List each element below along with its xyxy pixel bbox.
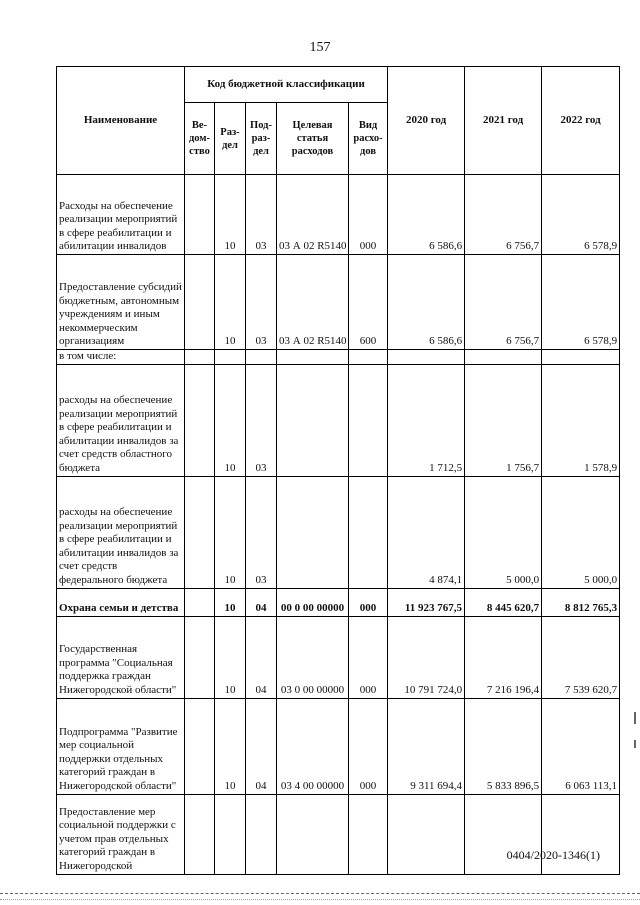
- row-value-2022: 1 578,9: [542, 364, 620, 476]
- table-row: [57, 175, 620, 255]
- row-value-2020: [388, 794, 465, 874]
- row-expense-type: 600: [349, 255, 388, 350]
- row-value-2022: 7 539 620,7: [542, 616, 620, 698]
- row-value-2021: 5 833 896,5: [465, 698, 542, 794]
- row-vedomstvo: [185, 255, 215, 350]
- row-value-2020: 10 791 724,0: [388, 616, 465, 698]
- row-value-2020: 4 874,1: [388, 476, 465, 588]
- row-value-2022: 6 578,9: [542, 175, 620, 255]
- row-expense-type: [349, 794, 388, 874]
- row-vedomstvo: [185, 698, 215, 794]
- row-name: Предоставление мер социальной поддержки с учетом прав отдельных категорий граждан в Нижегородской: [57, 794, 185, 874]
- row-value-2022: 6 578,9: [542, 255, 620, 350]
- row-value-2020: 6 586,6: [388, 255, 465, 350]
- row-razdel: 10: [215, 255, 246, 350]
- row-vedomstvo: [185, 350, 215, 365]
- header-vedomstvo: Ве-дом-ство: [185, 103, 215, 175]
- row-razdel: [215, 794, 246, 874]
- row-target-article: [277, 364, 349, 476]
- row-name: Подпрограмма "Развитие мер социальной поддержки отдельных категорий граждан в Нижегородской области": [57, 698, 185, 794]
- row-value-2021: 1 756,7: [465, 364, 542, 476]
- header-podrazdel: Под-раз-дел: [246, 103, 277, 175]
- page-number: 157: [309, 40, 331, 55]
- header-year-2020: 2020 год: [388, 67, 465, 175]
- row-podrazdel: [246, 350, 277, 365]
- row-target-article: 03 0 00 00000: [277, 616, 349, 698]
- margin-mark: [634, 740, 636, 748]
- row-vedomstvo: [185, 175, 215, 255]
- header-name: Наименование: [57, 67, 185, 175]
- row-target-article: [277, 350, 349, 365]
- row-podrazdel: 03: [246, 364, 277, 476]
- table-row: [57, 364, 620, 476]
- header-year-2021: 2021 год: [465, 67, 542, 175]
- row-value-2020: 9 311 694,4: [388, 698, 465, 794]
- document-code: 0404/2020-1346(1): [506, 848, 600, 862]
- row-value-2021: 6 756,7: [465, 255, 542, 350]
- table-row: [57, 698, 620, 794]
- header-year-2022: 2022 год: [542, 67, 620, 175]
- header-razdel: Раз-дел: [215, 103, 246, 175]
- row-podrazdel: 03: [246, 476, 277, 588]
- row-target-article: 03 А 02 R5140: [277, 175, 349, 255]
- row-vedomstvo: [185, 616, 215, 698]
- row-razdel: 10: [215, 698, 246, 794]
- row-value-2022: 6 063 113,1: [542, 698, 620, 794]
- row-razdel: 10: [215, 175, 246, 255]
- row-value-2020: 1 712,5: [388, 364, 465, 476]
- row-expense-type: [349, 350, 388, 365]
- header-expense-type: Вид расхо-дов: [349, 103, 388, 175]
- row-vedomstvo: [185, 588, 215, 616]
- row-expense-type: 000: [349, 698, 388, 794]
- row-vedomstvo: [185, 794, 215, 874]
- row-podrazdel: 04: [246, 588, 277, 616]
- scan-edge-line: [0, 899, 640, 900]
- row-value-2021: 6 756,7: [465, 175, 542, 255]
- row-podrazdel: 04: [246, 698, 277, 794]
- row-expense-type: [349, 476, 388, 588]
- row-podrazdel: 04: [246, 616, 277, 698]
- row-razdel: 10: [215, 588, 246, 616]
- budget-table: [56, 66, 620, 875]
- row-razdel: 10: [215, 616, 246, 698]
- row-name: Государственная программа "Социальная поддержка граждан Нижегородской области": [57, 616, 185, 698]
- row-target-article: 00 0 00 00000: [277, 588, 349, 616]
- header-target-article: Целевая статья расходов: [277, 103, 349, 175]
- row-target-article: 03 4 00 00000: [277, 698, 349, 794]
- scan-edge-line: [0, 893, 640, 894]
- row-expense-type: 000: [349, 175, 388, 255]
- row-target-article: [277, 794, 349, 874]
- row-target-article: [277, 476, 349, 588]
- row-value-2022: [542, 350, 620, 365]
- row-expense-type: 000: [349, 588, 388, 616]
- row-value-2020: 6 586,6: [388, 175, 465, 255]
- row-podrazdel: 03: [246, 255, 277, 350]
- row-target-article: 03 А 02 R5140: [277, 255, 349, 350]
- row-expense-type: [349, 364, 388, 476]
- row-name: расходы на обеспечение реализации мероприятий в сфере реабилитации и абилитации инвалидов за счет средств федерального бюджета: [57, 476, 185, 588]
- row-podrazdel: 03: [246, 175, 277, 255]
- row-name: Расходы на обеспечение реализации мероприятий в сфере реабилитации и абилитации инвалидов: [57, 175, 185, 255]
- table-row: [57, 255, 620, 350]
- row-razdel: [215, 350, 246, 365]
- row-value-2021: 8 445 620,7: [465, 588, 542, 616]
- row-name: Охрана семьи и детства: [57, 588, 185, 616]
- row-podrazdel: [246, 794, 277, 874]
- row-expense-type: 000: [349, 616, 388, 698]
- row-razdel: 10: [215, 364, 246, 476]
- table-body: [57, 175, 620, 875]
- margin-mark: [634, 712, 636, 724]
- row-vedomstvo: [185, 364, 215, 476]
- row-name: Предоставление субсидий бюджетным, автономным учреждениям и иным некоммерческим организациям: [57, 255, 185, 350]
- row-value-2021: 7 216 196,4: [465, 616, 542, 698]
- row-value-2021: [465, 350, 542, 365]
- row-razdel: 10: [215, 476, 246, 588]
- row-value-2020: [388, 350, 465, 365]
- row-name: в том числе:: [57, 350, 185, 365]
- row-value-2022: 8 812 765,3: [542, 588, 620, 616]
- row-name: расходы на обеспечение реализации мероприятий в сфере реабилитации и абилитации инвалидов за счет средств областного бюджета: [57, 364, 185, 476]
- table-row: [57, 350, 620, 365]
- row-vedomstvo: [185, 476, 215, 588]
- table-row: [57, 476, 620, 588]
- row-value-2021: 5 000,0: [465, 476, 542, 588]
- header-budget-classification: Код бюджетной классификации: [185, 67, 388, 103]
- table-row: [57, 588, 620, 616]
- table-row: [57, 616, 620, 698]
- row-value-2022: 5 000,0: [542, 476, 620, 588]
- row-value-2020: 11 923 767,5: [388, 588, 465, 616]
